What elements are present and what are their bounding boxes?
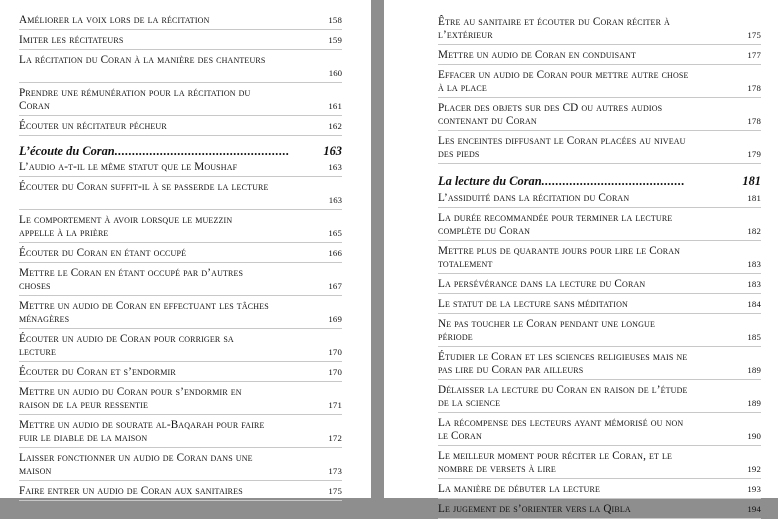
toc-divider <box>438 240 761 241</box>
toc-entry[interactable] <box>19 333 342 359</box>
toc-entry-title-line: 183 totalement <box>438 258 761 270</box>
toc-page-number: 177 <box>747 50 761 60</box>
toc-entry-title-line: La récitation du Coran à la manière des chanteurs <box>19 54 266 66</box>
section-title: La lecture du Coran <box>438 174 542 188</box>
toc-entry-title-line: 192 nombre de versets à lire <box>438 463 761 475</box>
toc-entry[interactable] <box>19 54 342 80</box>
toc-entry[interactable] <box>19 161 342 174</box>
toc-page-number: 181 <box>747 193 761 203</box>
toc-entry[interactable] <box>19 181 342 207</box>
toc-entry-title-line: Écouter du Coran suffit-il à se passerde la lecture <box>19 181 269 193</box>
toc-page-number: 182 <box>747 226 761 236</box>
toc-page-number: 193 <box>747 484 761 494</box>
toc-page-number: 159 <box>328 35 342 45</box>
toc-page-number: 162 <box>328 121 342 131</box>
toc-entry-title-line: La durée recommandée pour terminer la lecture <box>438 212 673 224</box>
toc-divider <box>19 242 342 243</box>
toc-entry-title-line: 170 Écouter du Coran et s’endormir <box>19 366 342 378</box>
toc-entry-title-line: Mettre un audio du Coran pour s’endormir en <box>19 386 242 398</box>
toc-divider <box>19 381 342 382</box>
toc-entry-title-line: 193 La manière de débuter la lecture <box>438 483 761 495</box>
toc-entry-title-line: 175 l’extérieur <box>438 29 761 41</box>
toc-entry-title-line: Effacer un audio de Coran pour mettre autre chose <box>438 69 689 81</box>
toc-entry-title-line: Ne pas toucher le Coran pendant une longue <box>438 318 655 330</box>
toc-entry-title-line: Mettre le Coran en étant occupé par d’autres <box>19 267 244 279</box>
toc-divider <box>438 97 761 98</box>
toc-entry-title-line: Le meilleur moment pour réciter le Coran, et le <box>438 450 673 462</box>
toc-entry-title-line: 166 Écouter du Coran en étant occupé <box>19 247 342 259</box>
toc-divider <box>19 295 342 296</box>
toc-entry-title-line: 184 Le statut de la lecture sans méditation <box>438 298 761 310</box>
toc-divider <box>438 64 761 65</box>
toc-entry-title-line: 182 complète du Coran <box>438 225 761 237</box>
toc-entry-title-line: 163 L’audio a-t-il le même statut que le Moushaf <box>19 161 342 173</box>
toc-entry-title-line: 167 choses <box>19 280 342 292</box>
toc-entry-title-line: Mettre plus de quarante jours pour lire le Coran <box>438 245 681 257</box>
toc-entry-title-line: 177 Mettre un audio de Coran en conduisant <box>438 49 761 61</box>
toc-divider <box>438 163 761 164</box>
toc-entry[interactable] <box>19 34 342 47</box>
toc-page-number: 160 <box>328 68 342 78</box>
toc-page-number: 185 <box>747 332 761 342</box>
toc-page-number: 183 <box>747 259 761 269</box>
toc-entry[interactable] <box>438 135 761 161</box>
toc-entry[interactable] <box>438 298 761 311</box>
toc-page-number: 158 <box>328 15 342 25</box>
toc-entry-title-line: Les enceintes diffusant le Coran placées au niveau <box>438 135 686 147</box>
section-page-number: 181 <box>742 174 761 188</box>
toc-divider <box>19 500 342 501</box>
toc-entry[interactable] <box>19 120 342 133</box>
toc-page-right <box>384 0 778 515</box>
toc-entry-title-line: Prendre une rémunération pour la récitation du <box>19 87 251 99</box>
toc-page-number: 179 <box>747 149 761 159</box>
toc-entry-title-line: 178 contenant du Coran <box>438 115 761 127</box>
toc-entry[interactable] <box>438 417 761 443</box>
toc-page-number: 169 <box>328 314 342 324</box>
toc-entry[interactable] <box>19 485 342 498</box>
toc-divider <box>19 262 342 263</box>
toc-entry-title-line: 189 pas lire du Coran par ailleurs <box>438 364 761 376</box>
toc-entry[interactable] <box>438 245 761 271</box>
toc-divider <box>19 447 342 448</box>
toc-page-number: 163 <box>328 195 342 205</box>
toc-page-number: 170 <box>328 347 342 357</box>
toc-divider <box>19 176 342 177</box>
toc-entry[interactable] <box>438 16 761 42</box>
toc-page-number: 194 <box>747 504 761 514</box>
toc-entry[interactable] <box>438 384 761 410</box>
toc-entry[interactable] <box>19 366 342 379</box>
toc-entry-title-line: 173 maison <box>19 465 342 477</box>
toc-entry[interactable] <box>438 503 761 516</box>
toc-page-number: 171 <box>328 400 342 410</box>
toc-entry[interactable] <box>19 214 342 240</box>
toc-page-number: 163 <box>328 162 342 172</box>
toc-entry-title-line: 169 ménagères <box>19 313 342 325</box>
toc-page-number: 189 <box>747 365 761 375</box>
toc-page-number: 175 <box>747 30 761 40</box>
toc-entry[interactable] <box>438 49 761 62</box>
toc-entry-title-line: 190 le Coran <box>438 430 761 442</box>
toc-entry[interactable] <box>19 87 342 113</box>
toc-divider <box>19 82 342 83</box>
toc-page-number: 166 <box>328 248 342 258</box>
toc-entry-title-line: Étudier le Coran et les sciences religieuses mais ne <box>438 351 688 363</box>
toc-entry[interactable] <box>19 267 342 293</box>
toc-entry[interactable] <box>438 192 761 205</box>
section-leader-dots: ......................................... <box>541 174 686 188</box>
toc-divider <box>19 414 342 415</box>
toc-divider <box>19 49 342 50</box>
toc-page-number: 190 <box>747 431 761 441</box>
toc-entry-title-line: 194 Le jugement de s’orienter vers la Qibla <box>438 503 761 515</box>
toc-entry[interactable] <box>19 247 342 260</box>
toc-page-number: 173 <box>328 466 342 476</box>
toc-entry-title-line: 189 de la science <box>438 397 761 409</box>
toc-divider <box>438 379 761 380</box>
toc-entry-title-line: Mettre un audio de Coran en effectuant les tâches <box>19 300 269 312</box>
toc-entry-title-line: 179 des pieds <box>438 148 761 160</box>
toc-page-number: 175 <box>328 486 342 496</box>
toc-divider <box>19 135 342 136</box>
toc-entry[interactable] <box>19 14 342 27</box>
toc-entry-title-line: 165 appelle à la prière <box>19 227 342 239</box>
toc-divider <box>438 273 761 274</box>
toc-entry-title-line: 181 L’assiduité dans la récitation du Coran <box>438 192 761 204</box>
toc-entry[interactable] <box>438 351 761 377</box>
toc-page-number: 172 <box>328 433 342 443</box>
toc-divider <box>438 445 761 446</box>
toc-page-number: 178 <box>747 83 761 93</box>
toc-page-number: 161 <box>328 101 342 111</box>
toc-entry[interactable] <box>438 212 761 238</box>
toc-entry-title-line: Écouter un audio de Coran pour corriger sa <box>19 333 234 345</box>
toc-page-number: 192 <box>747 464 761 474</box>
toc-entry-title-line: 159 Imiter les récitateurs <box>19 34 342 46</box>
toc-divider <box>19 29 342 30</box>
toc-entry[interactable] <box>438 318 761 344</box>
toc-page-number: 189 <box>747 398 761 408</box>
section-heading[interactable] <box>438 174 761 189</box>
toc-entry[interactable] <box>438 483 761 496</box>
toc-entry[interactable] <box>438 278 761 291</box>
toc-divider <box>438 130 761 131</box>
toc-divider <box>438 207 761 208</box>
toc-entry[interactable] <box>19 386 342 412</box>
toc-entry[interactable] <box>438 102 761 128</box>
toc-entry-title-line: La récompense des lecteurs ayant mémorisé ou non <box>438 417 684 429</box>
toc-entry-title-line: 183 La persévérance dans la lecture du Coran <box>438 278 761 290</box>
toc-divider <box>438 293 761 294</box>
toc-entry-title-line: 185 période <box>438 331 761 343</box>
toc-divider <box>19 115 342 116</box>
toc-page-number: 170 <box>328 367 342 377</box>
toc-page-number: 165 <box>328 228 342 238</box>
toc-entry-title-line: Laisser fonctionner un audio de Coran dans une <box>19 452 253 464</box>
toc-entry-title-line: 172 fuir le diable de la maison <box>19 432 342 444</box>
toc-divider <box>19 480 342 481</box>
toc-entry-title-line: 175 Faire entrer un audio de Coran aux sanitaires <box>19 485 342 497</box>
toc-entry-title-line: Mettre un audio de sourate al-Baqarah pour faire <box>19 419 265 431</box>
toc-entry-title-line: Le comportement à avoir lorsque le muezzin <box>19 214 233 226</box>
section-page-number: 163 <box>323 144 342 158</box>
toc-entry-title-line: 171 raison de la peur ressentie <box>19 399 342 411</box>
toc-entry-title-line: 178 à la place <box>438 82 761 94</box>
toc-divider <box>438 346 761 347</box>
toc-divider <box>438 478 761 479</box>
toc-entry-title-line: Délaisser la lecture du Coran en raison de l’étude <box>438 384 688 396</box>
toc-entry[interactable] <box>19 419 342 445</box>
toc-page-number: 184 <box>747 299 761 309</box>
toc-divider <box>438 498 761 499</box>
toc-entry-title-line: 158 Améliorer la voix lors de la récitation <box>19 14 342 26</box>
toc-divider <box>438 44 761 45</box>
toc-entry-title-line: 162 Écouter un récitateur pécheur <box>19 120 342 132</box>
toc-page-number: 183 <box>747 279 761 289</box>
toc-divider <box>438 313 761 314</box>
toc-divider <box>19 328 342 329</box>
toc-page-left <box>0 0 371 498</box>
toc-entry-title-line: 170 lecture <box>19 346 342 358</box>
toc-divider <box>19 209 342 210</box>
toc-entry-title-line: Être au sanitaire et écouter du Coran réciter à <box>438 16 670 28</box>
toc-page-number: 167 <box>328 281 342 291</box>
toc-entry[interactable] <box>19 300 342 326</box>
toc-entry[interactable] <box>19 452 342 478</box>
toc-entry[interactable] <box>438 450 761 476</box>
toc-entry-title-line: Placer des objets sur des CD ou autres audios <box>438 102 663 114</box>
toc-page-number: 178 <box>747 116 761 126</box>
toc-entry[interactable] <box>438 69 761 95</box>
toc-divider <box>19 361 342 362</box>
section-title: L’écoute du Coran <box>19 144 115 158</box>
toc-entry-title-line: 161 Coran <box>19 100 342 112</box>
toc-divider <box>438 412 761 413</box>
section-leader-dots: .................................................. <box>114 144 290 158</box>
section-heading[interactable] <box>19 144 342 159</box>
